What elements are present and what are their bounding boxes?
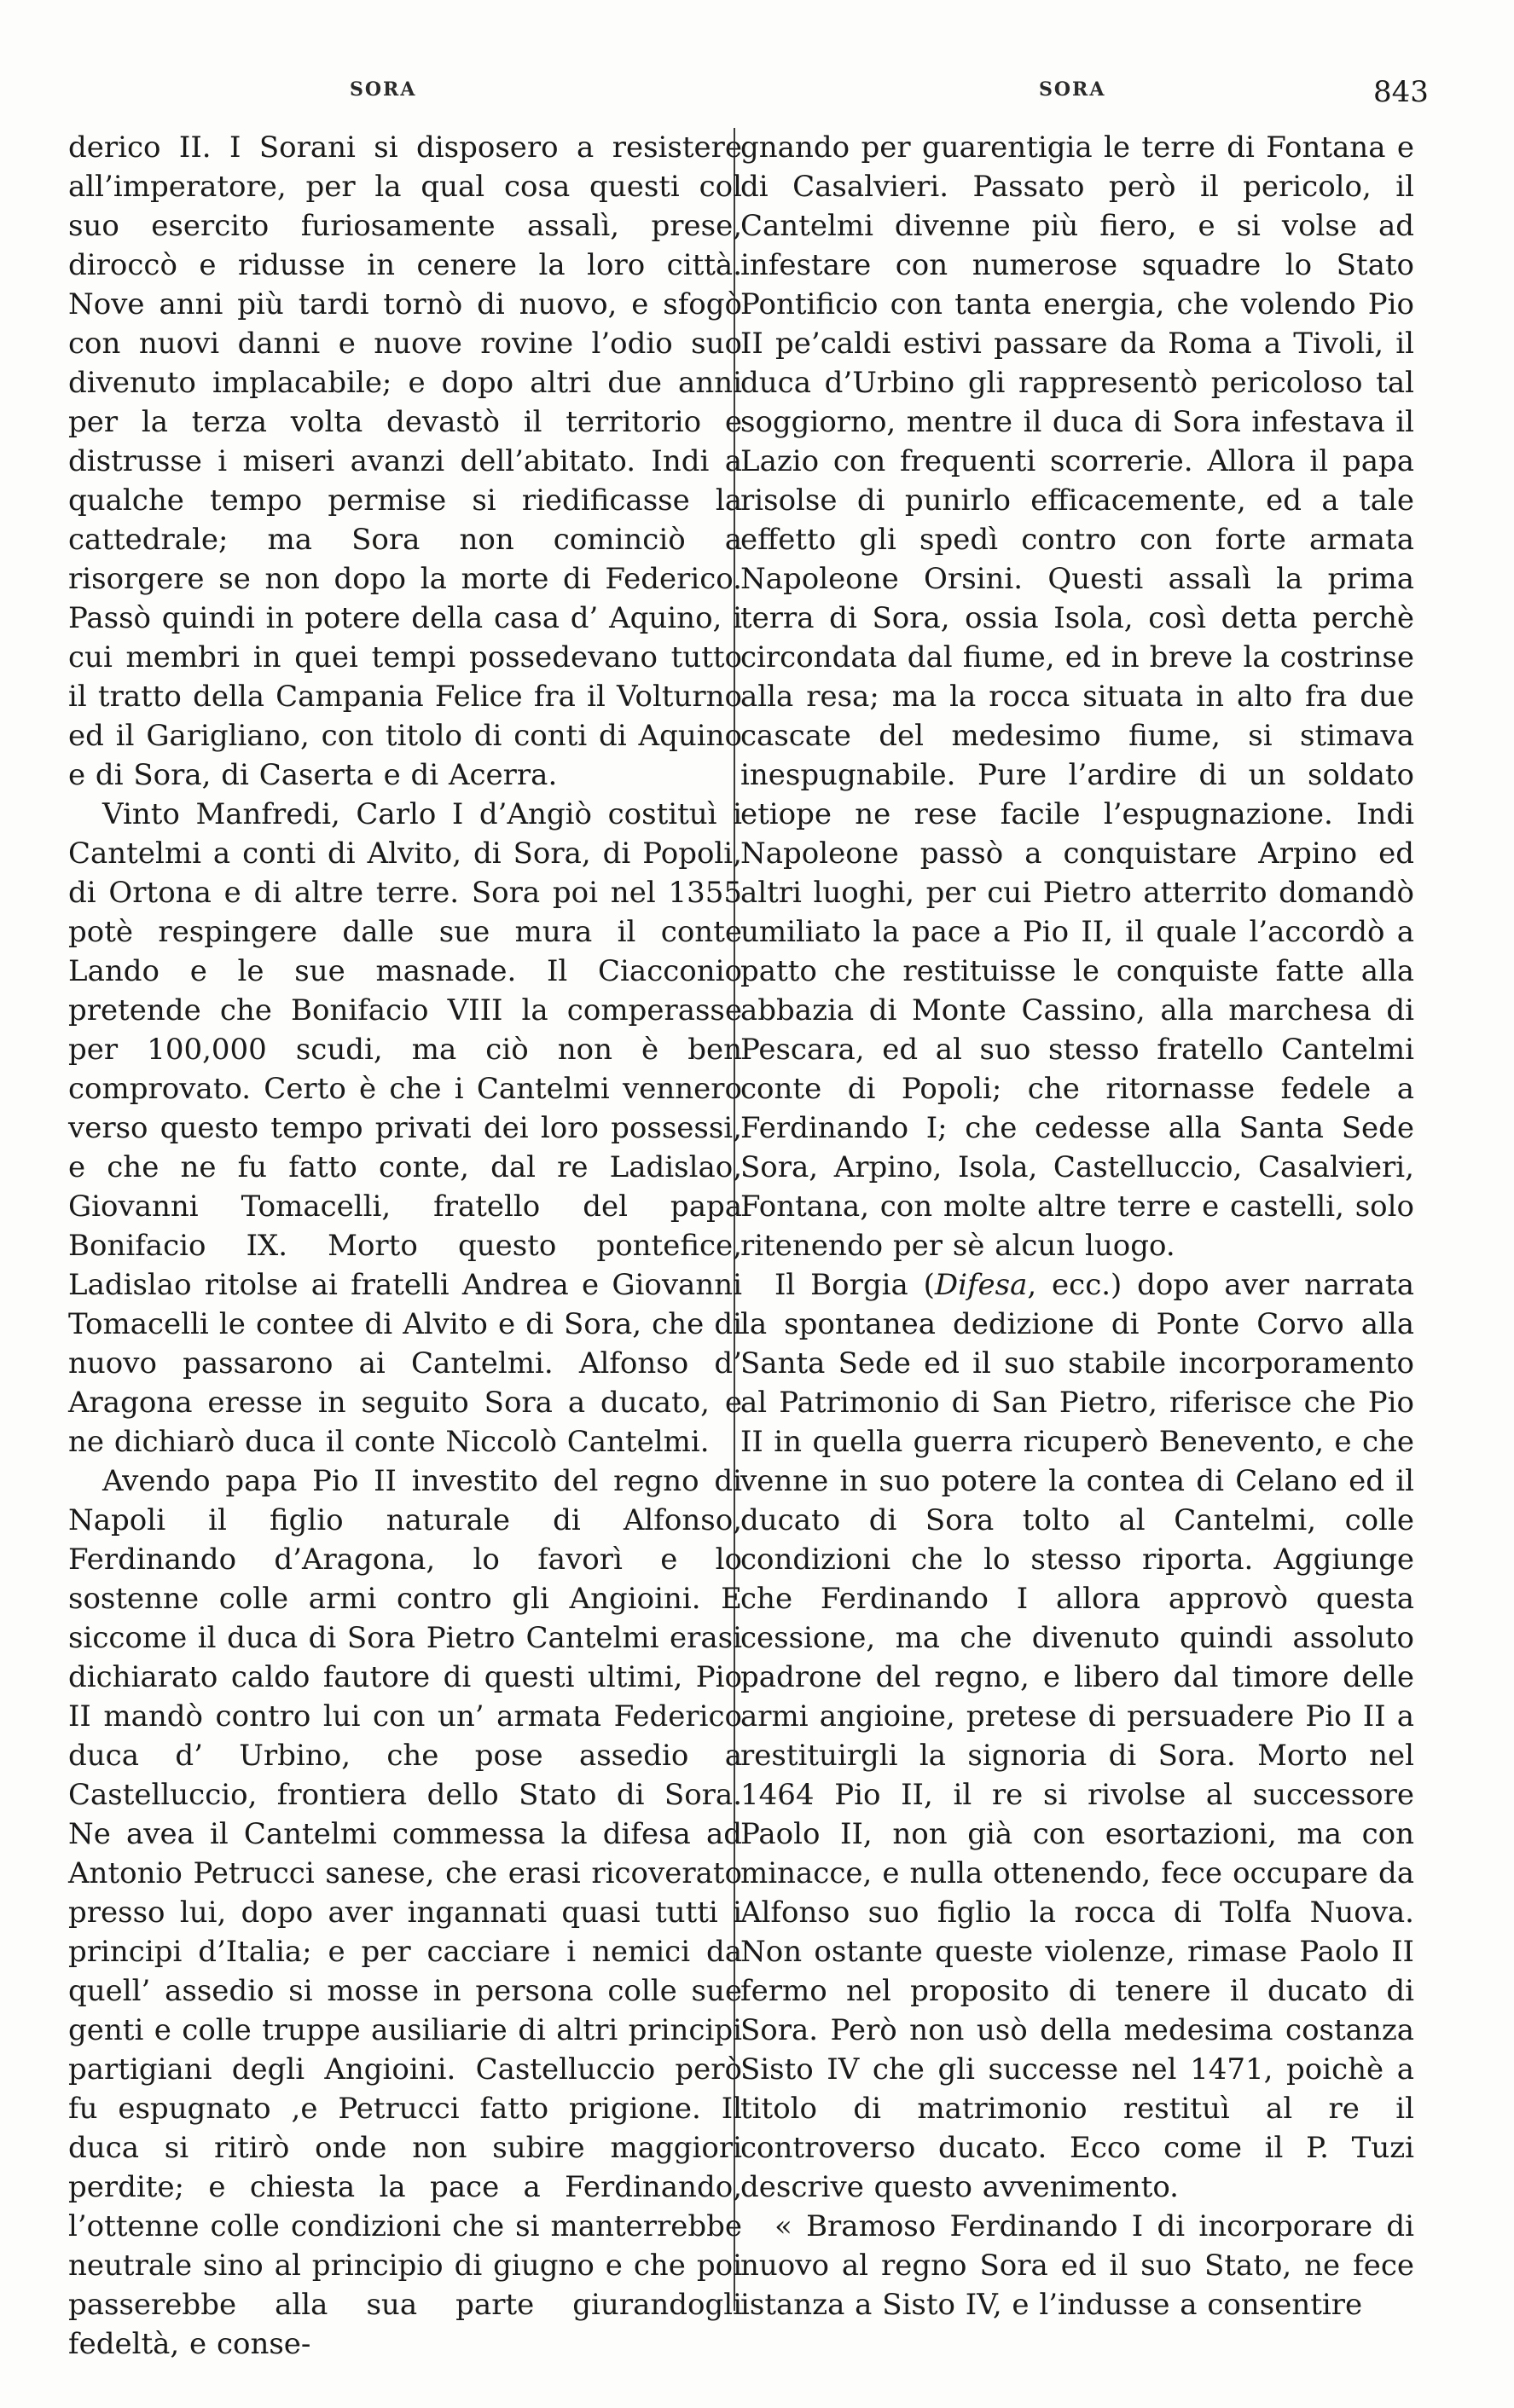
left-paragraph-1: derico II. I Sorani si disposero a resistere all’imperatore, per la qual cosa questi col suo esercito furiosamente assalì, prese, diroccò e ridusse in cenere la loro città. Nove anni più tardi tornò di nuovo, e sfogò con nuovi danni e nuove rovine l’odio suo divenuto implacabile; e dopo altri due anni per la terza volta devastò il territorio e distrusse i miseri avanzi dell’abitato. Indi a qualche tempo permise si riedificasse la cattedrale; ma Sora non cominciò a risorgere se non dopo la morte di Federico. Passò quindi in potere della casa d’ Aquino, i cui membri in quei tempi possedevano tutto il tratto della Campania Felice fra il Volturno ed il Garigliano, con titolo di conti di Aquino e di Sora, di Caserta e di Acerra. xyxy=(68,130,742,792)
left-column xyxy=(68,128,742,2364)
work-title-difesa: Difesa xyxy=(934,1268,1028,1302)
running-head-right: SORA xyxy=(1039,78,1106,101)
left-paragraph-3: Avendo papa Pio II investito del regno di Napoli il figlio naturale di Alfonso, Ferdinando d’Aragona, lo favorì e lo sostenne colle armi contro gli Angioini. E siccome il duca di Sora Pietro Cantelmi erasi dichiarato caldo fautore di questi ultimi, Pio II mandò contro lui con un’ armata Federico duca d’ Urbino, che pose assedio a Castelluccio, frontiera dello Stato di Sora. Ne avea il Cantelmi commessa la difesa ad Antonio Petrucci sanese, che erasi ricoverato presso lui, dopo aver ingannati quasi tutti i principi d’Italia; e per cacciare i nemici da quell’ assedio si mosse in persona colle sue genti e colle truppe ausiliarie di altri principi partigiani degli Angioini. Castelluccio però fu espugnato ,e Petrucci fatto prigione. Il duca si ritirò onde non subire maggiori perdite; e chiesta la pace a Ferdinando, l’ottenne colle condizioni che si manterrebbe neutrale sino al principio di giugno e che poi passerebbe alla sua parte giurandogli fedeltà, e conse- xyxy=(68,1464,742,2361)
right-paragraph-2-after: , ecc.) dopo aver narrata la spontanea dedizione di Ponte Corvo alla Santa Sede ed il suo stabile incorporamento al Patrimonio di San Pietro, riferisce che Pio II in quella guerra ricuperò Benevento, e che venne in suo potere la contea di Celano ed il ducato di Sora tolto al Cantelmi, colle condizioni che lo stesso riporta. Aggiunge che Ferdinando I allora approvò questa cessione, ma che divenuto quindi assoluto padrone del regno, e libero dal timore delle armi angioine, pretese di persuadere Pio II a restituirgli la signoria di Sora. Morto nel 1464 Pio II, il re si rivolse al successore Paolo II, non già con esortazioni, ma con minacce, e nulla ottenendo, fece occupare da Alfonso suo figlio la rocca di Tolfa Nuova. Non ostante queste violenze, rimase Paolo II fermo nel proposito di tenere il ducato di Sora. Però non usò della medesima costanza Sisto IV che gli successe nel 1471, poichè a titolo di matrimonio restituì al re il controverso ducato. Ecco come il P. Tuzi descrive questo avvenimento. xyxy=(740,1268,1414,2204)
right-paragraph-3-quotation: « Bramoso Ferdinando I di incorporare di nuovo al regno Sora ed il suo Stato, ne fece istanza a Sisto IV, e l’indusse a consentire xyxy=(740,2209,1414,2322)
right-column xyxy=(740,128,1414,2324)
page-number: 843 xyxy=(1373,75,1429,109)
right-paragraph-2 xyxy=(740,1265,1414,2207)
left-paragraph-2: Vinto Manfredi, Carlo I d’Angiò costituì i Cantelmi a conti di Alvito, di Sora, di Popoli, di Ortona e di altre terre. Sora poi nel 1355 potè respingere dalle sue mura il conte Lando e le sue masnade. Il Ciacconio pretende che Bonifacio VIII la comperasse per 100,000 scudi, ma ciò non è ben comprovato. Certo è che i Cantelmi vennero verso questo tempo privati dei loro possessi, e che ne fu fatto conte, dal re Ladislao, Giovanni Tomacelli, fratello del papa Bonifacio IX. Morto questo pontefice, Ladislao ritolse ai fratelli Andrea e Giovanni Tomacelli le contee di Alvito e di Sora, che di nuovo passarono ai Cantelmi. Alfonso d’ Aragona eresse in seguito Sora a ducato, e ne dichiarò duca il conte Niccolò Cantelmi. xyxy=(68,797,742,1459)
running-head-left: SORA xyxy=(350,78,417,101)
right-paragraph-1: gnando per guarentigia le terre di Fontana e di Casalvieri. Passato però il pericolo, il Cantelmi divenne più fiero, e si volse ad infestare con numerose squadre lo Stato Pontificio con tanta energia, che volendo Pio II pe’caldi estivi passare da Roma a Tivoli, il duca d’Urbino gli rappresentò pericoloso tal soggiorno, mentre il duca di Sora infestava il Lazio con frequenti scorrerie. Allora il papa risolse di punirlo efficacemente, ed a tale effetto gli spedì contro con forte armata Napoleone Orsini. Questi assalì la prima terra di Sora, ossia Isola, così detta perchè circondata dal fiume, ed in breve la costrinse alla resa; ma la rocca situata in alto fra due cascate del medesimo fiume, si stimava inespugnabile. Pure l’ardire di un soldato etiope ne rese facile l’espugnazione. Indi Napoleone passò a conquistare Arpino ed altri luoghi, per cui Pietro atterrito domandò umiliato la pace a Pio II, il quale l’accordò a patto che restituisse le conquiste fatte alla abbazia di Monte Cassino, alla marchesa di Pescara, ed al suo stesso fratello Cantelmi conte di Popoli; che ritornasse fedele a Ferdinando I; che cedesse alla Santa Sede Sora, Arpino, Isola, Castelluccio, Casalvieri, Fontana, con molte altre terre e castelli, solo ritenendo per sè alcun luogo. xyxy=(740,130,1414,1263)
right-paragraph-2-before: Il Borgia ( xyxy=(774,1268,935,1302)
